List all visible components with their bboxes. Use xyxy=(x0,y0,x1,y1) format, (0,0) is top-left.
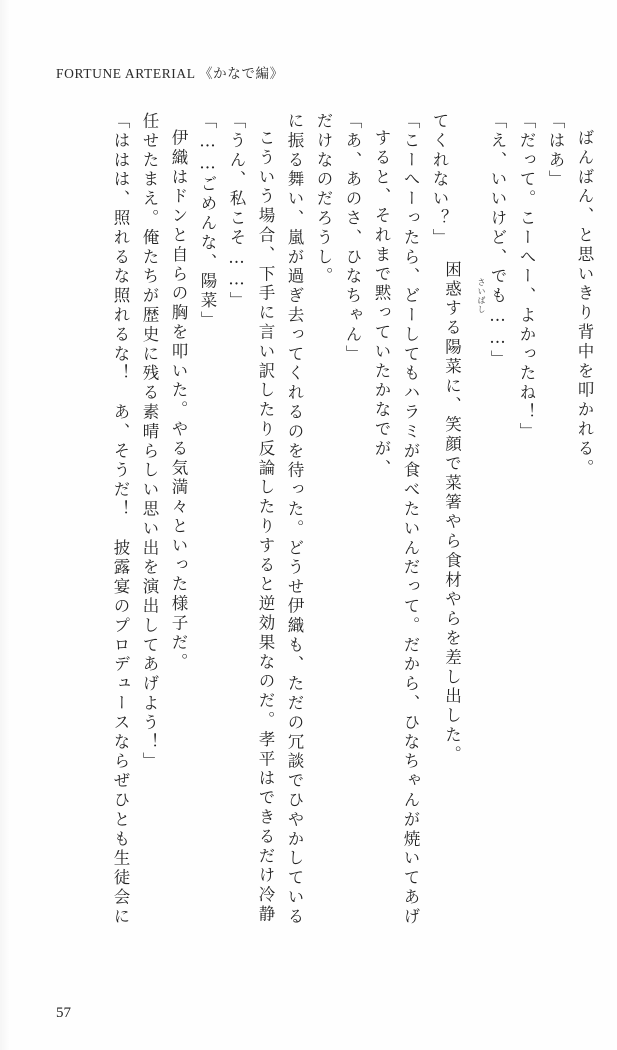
text-column: 「うん、私こそ……」 xyxy=(227,112,246,311)
text-column-text: 困惑する陽菜に、笑顔で菜箸やら食材やらを差し出した。 xyxy=(442,260,462,765)
text-column: てくれない？」 xyxy=(430,112,449,248)
text-column: こういう場合、下手に言い訳したり反論したりすると逆効果なのだ。孝平はできるだけ冷静 xyxy=(256,129,275,925)
text-column: 任せたまえ。俺たちが歴史に残る素晴らしい思い出を演出してあげよう！」 xyxy=(140,112,159,772)
text-column: に振る舞い、嵐が過ぎ去ってくれるのを待った。どうせ伊織も、ただの冗談でひやかしている xyxy=(285,112,304,927)
text-column: 「あ、あのさ、ひなちゃん」 xyxy=(343,112,362,365)
text-column: すると、それまで黙っていたかなでが、 xyxy=(372,129,391,479)
text-column: 伊織はドンと自らの胸を叩いた。やる気満々といった様子だ。 xyxy=(169,129,188,673)
running-head: FORTUNE ARTERIAL 《かなで編》 xyxy=(56,66,284,81)
text-column: ばんばん、と思いきり背中を叩かれる。 xyxy=(575,129,594,479)
text-column: 「こーへーったら、どーしてもハラミが食べたいんだって。だから、ひなちゃんが焼いてあげ xyxy=(401,112,420,927)
vertical-text-block xyxy=(99,112,594,952)
ruby-reading: さいばし xyxy=(477,278,486,314)
text-column-with-ruby xyxy=(442,112,486,969)
text-column: 「ははは、照れるな照れるな！ あ、そうだ！ 披露宴のプロデュースならぜひとも生徒会に xyxy=(111,112,130,927)
text-column: 「……ごめんな、陽菜」 xyxy=(198,112,217,331)
text-column: 「え、いいけど、でも……」 xyxy=(488,112,507,370)
text-column: 「はあ」 xyxy=(546,112,565,190)
page-number: 57 xyxy=(56,1005,71,1021)
page-edge-shading xyxy=(0,0,10,1050)
text-column: 「だって。こーへー、よかったね！」 xyxy=(517,112,536,442)
text-column: だけなのだろうし。 xyxy=(314,112,333,287)
